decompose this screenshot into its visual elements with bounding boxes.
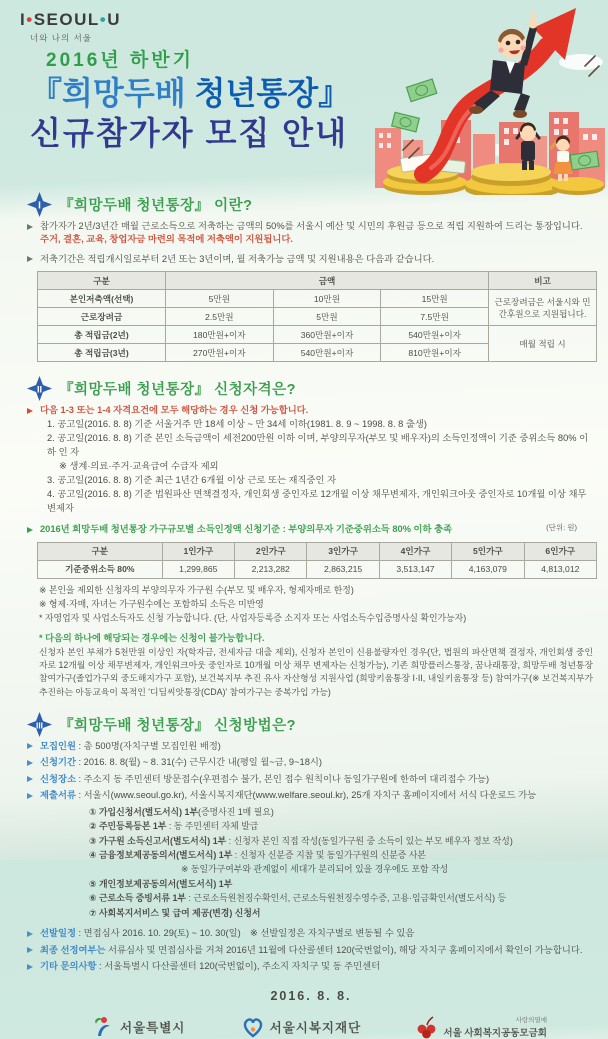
document-body [0,192,608,1039]
item-text: : 2016. 8. 8(월) ~ 8. 31(수) 근무시간 내(평일 월~금, 9~18시) [75,757,322,768]
logo-dot-teal: • [99,10,108,29]
logo-i: I [20,10,27,29]
fruit-of-love-logo-icon [416,1015,438,1039]
title-block [30,50,350,152]
cell: 7.5만원 [381,308,489,326]
title-account: 청년통장』 [194,75,351,112]
row-label: 총 적립금(3년) [38,344,166,362]
s1-p1-red: 주거, 결혼, 교육, 창업자금 마련의 목적에 저축액이 지원됩니다. [40,234,293,245]
section-1-title: 『희망두배 청년통장』 이란? [59,198,253,214]
table-row [38,290,597,308]
cell: 15만원 [381,290,489,308]
doc-name: ⑤ 개인정보제공동의서(별도서식) 1부 [89,878,233,889]
section-1-numeral: I [38,200,41,212]
apply-item-3 [27,773,595,786]
col-header: 4인가구 [379,542,451,560]
bigo-note-2: 매월 적립 시 [489,326,597,362]
doc-detail: : 신청자 신분증 지참 및 동일가구원의 신분증 사본 [232,849,426,860]
income-criteria-text: 2016년 희망두배 청년통장 가구규모별 소득인정액 신청기준 : 부양의무자 기준중위소득 80% 이하 충족 [40,524,453,535]
final-result-item [27,944,595,957]
seoul-city-logo-icon [91,1015,115,1039]
item-label: 선발일정 [40,928,76,939]
org-name: 서울시복지재단 [269,1020,362,1035]
cell: 2.5만원 [166,308,274,326]
section-1-star-icon [27,192,52,217]
doc-name: ① 가입신청서(별도서식) 1부 [89,806,199,817]
section-3-numeral: III [36,720,43,731]
doc-name: ② 주민등록등본 1부 [89,821,167,832]
unit-label: (단위: 원) [546,523,577,533]
item-label: 최종 선정여부는 [40,944,106,955]
page-title-line2: 신규참가자 모집 안내 [30,115,348,152]
apply-item-2 [27,756,595,769]
row-label: 근로장려금 [38,308,166,326]
section-3-star-icon [27,712,52,737]
cell: 3,513,147 [379,560,451,578]
qualification-4: 4. 공고일(2016. 8. 8) 기준 법원파산 면책결정자, 개인회생 중인자로 12개월 이상 채무변제자, 개인워크아웃 중인자로 10개월 이상 채무 변제자 [47,488,587,513]
s2-intro-text: 다음 1-3 또는 1-4 자격요건에 모두 해당하는 경우 신청 가능합니다. [40,405,309,416]
cell: 5만원 [166,290,274,308]
welfare-foundation-logo-icon [241,1015,265,1039]
income-table-notes [39,584,595,625]
col-header: 6인가구 [524,542,596,560]
col-header: 3인가구 [307,542,379,560]
col-header: 구분 [38,542,163,560]
cell: 5만원 [273,308,381,326]
income-criteria-heading [27,523,595,536]
section-2-header [27,376,595,401]
item-text: : 면접심사 2016. 10. 29(토) ~ 10. 30(일) ※ 선발일정은 자치구별로 변동될 수 있음 [75,928,415,939]
section-2-star-icon [27,376,52,401]
businessman-character [469,12,538,118]
table-row [38,542,597,560]
table-row [38,272,597,290]
pretitle: 2016년 하반기 [46,50,194,71]
s1-p1: 참가자가 2년/3년간 매월 근로소득으로 저축하는 금액의 50%를 서울시 예산 및 시민의 후원금 등으로 적립 지원하여 드리는 통장입니다. [40,221,583,231]
section-2-numeral: II [36,384,43,395]
banner-illustration [373,0,608,195]
org-name: 서울 사회복지공동모금회 [443,1027,547,1039]
doc-name: ③ 가구원 소득신고서(별도서식) 1부 [89,835,227,846]
required-documents-list [89,805,595,920]
section-3-header [27,712,595,737]
item-label: 모집인원 [40,740,76,751]
note-3: * 자영업자 및 사업소득자도 신청 가능합니다. (단, 사업자등록증 소지자 또는 사업소득수입증명사실 확인가능자) [39,612,467,623]
cell: 10만원 [273,290,381,308]
s1-bullet-1 [27,220,595,247]
doc-4-subnote: ※ 동일가구여부와 관계없이 세대가 분리되어 있을 경우에도 포함 작성 [181,864,449,875]
doc-item [89,906,595,920]
cell: 4,813,012 [524,560,596,578]
bigo-note-1: 근로장려금은 서울시와 민간후원으로 지원됩니다. [489,290,597,326]
cell: 2,863,215 [307,560,379,578]
doc-item [89,877,595,891]
s2-intro [27,404,595,417]
doc-name: ⑥ 근로소득 증빙서류 1부 [89,893,187,904]
qualification-3: 3. 공고일(2016. 8. 8) 기준 최근 1년간 6개월 이상 근로 또는 재직중인 자 [47,474,337,485]
item-text: : 주소지 동 주민센터 방문접수(우편접수 불가, 본인 접수 원칙이나 동일가구원에 한하여 대리접수 가능) [75,773,490,784]
cell: 360만원+이자 [273,326,381,344]
doc-item [89,805,595,819]
cell: 2,213,282 [234,560,306,578]
income-table [37,542,597,579]
section-1-header [27,192,595,217]
doc-detail: : 동 주민센터 자체 발급 [166,821,259,832]
contact-item [27,960,595,973]
cell: 810만원+이자 [381,344,489,362]
cell: 180만원+이자 [166,326,274,344]
section-3-title: 『희망두배 청년통장』 신청방법은? [59,717,297,734]
doc-item [89,848,595,862]
savings-table [37,271,597,362]
cell: 540만원+이자 [381,326,489,344]
table-row [38,560,597,578]
logo-u: U [107,10,121,29]
doc-item [89,819,595,833]
item-text: : 서울시(www.seoul.go.kr), 서울시복지재단(www.welfare.seoul.kr), 25개 자치구 홈페이지에서 서식 다운로드 가능 [75,790,537,801]
warning-body: 신청자 본인 부채가 5천만원 이상인 자(학자금, 전세자금 대출 제외), 신청자 본인이 신용불량자인 경우(단, 법원의 파산면책 결정자, 개인회생 중인 자로 12개월 이상 채무변제자, 개인워크아웃 중인자로 10개월 이상 채무 변제자는 신청가능), 기존 희망플러스통장, 꿈나래통장, 희망두배 청년통장 참여가구(졸업가구외 중도해지가구 포함), 보건복지부 추진 유사 자산형성 지원사업 (희망키움통장 I·II, 내일키움통장 등) 참여가구(※ 보건복지부가 추진하는 아동교육이 목적인 '디딤씨앗통장(CDA)' 참여가구는 중복가입 가능) [39,647,593,697]
item-label: 제출서류 [40,790,76,801]
cell: 4,163,079 [452,560,524,578]
qualification-2-note: ※ 생계·의료·주거·교육급여 수급자 제외 [59,460,219,471]
col-header-gubun: 구분 [38,272,166,290]
row-label: 총 적립금(2년) [38,326,166,344]
s2-qualifications [47,418,595,516]
table-row [38,326,597,344]
doc-name: ⑦ 사회복지서비스 및 급여 제공(변경) 신청서 [89,907,261,918]
col-header: 1인가구 [162,542,234,560]
org-small-label: 사랑의열매 [515,1016,547,1024]
s1-bullet-2 [27,253,595,266]
doc-detail: (증명사진 1매 필요) [198,806,274,817]
col-header: 2인가구 [234,542,306,560]
col-header-bigo: 비고 [489,272,597,290]
ineligibility-warning [39,632,593,699]
warning-title: * 다음의 하나에 해당되는 경우에는 신청이 불가능합니다. [39,633,265,644]
announcement-date: 2016. 8. 8. [270,988,352,1003]
doc-detail: : 근로소득원천징수확인서, 근로소득원천징수영수증, 고용·임금확인서(별도서식) 등 [186,893,507,904]
cell: 540만원+이자 [273,344,381,362]
iseoulu-logo-text [20,10,121,30]
logo-seoul: SEOUL [33,10,100,29]
item-label: 신청기간 [40,757,76,768]
cell: 270만원+이자 [166,344,274,362]
title-hope: 『희망두배 [30,75,195,112]
row-label: 본인저축액(선택) [38,290,166,308]
apply-item-1 [27,740,595,753]
doc-detail: : 신청자 본인 직접 작성(동일가구원 중 소득이 있는 부모 배우자 정보 작성) [226,835,513,846]
note-2: ※ 형제·자매, 자녀는 가구원수에는 포함하되 소득은 미반영 [39,598,264,609]
org-welfare-foundation [241,1015,362,1039]
section-2-title: 『희망두배 청년통장』 신청자격은? [59,382,297,399]
apply-item-4 [27,789,595,802]
s1-p2: 저축기간은 적립개시일로부터 2년 또는 3년이며, 월 저축가능 금액 및 지원내용은 다음과 같습니다. [40,253,435,264]
logo-dot-red: • [26,10,34,29]
item-text: 서류심사 및 면접심사를 거쳐 2016년 11월에 다산콜센터 120(국번없이), 해당 자치구 홈페이지에서 확인이 가능합니다. [105,944,583,955]
banner [0,0,608,192]
org-community-chest [416,1015,547,1039]
logo-subtitle: 너와 나의 서울 [30,33,92,43]
iseoulu-logo [20,10,121,44]
schedule-item [27,927,595,940]
org-seoul-city [91,1015,185,1039]
cell: 1,299,865 [162,560,234,578]
qualification-2: 2. 공고일(2016. 8. 8) 기준 본인 소득금액이 세전200만원 이하 이며, 부양의무자(부모 및 배우자)의 소득인정액이 기준 중위소득 80% 이하 인 자 [47,432,589,457]
page-title-line1 [30,76,350,112]
note-1: ※ 본인을 제외한 신청자의 부양의무자 가구원 수(부모 및 배우자, 형제자매로 한정) [39,584,354,595]
doc-item [89,891,595,905]
doc-item [89,834,595,848]
item-text: : 서울특별시 다산콜센터 120(국번없이), 주소지 자치구 및 동 주민센터 [96,961,381,972]
qualification-1: 1. 공고일(2016. 8. 8) 기준 서울거주 만 18세 이상 ~ 만 34세 이하(1981. 8. 9 ~ 1998. 8. 8 출생) [47,418,427,429]
org-name: 서울특별시 [120,1020,186,1035]
col-header: 5인가구 [452,542,524,560]
doc-name: ④ 금융정보제공동의서(별도서식) 1부 [89,849,233,860]
item-label: 기타 문의사항 [40,961,97,972]
item-text: : 총 500명(자치구별 모집인원 배정) [75,740,221,751]
footer-organizations [27,1015,595,1039]
row-label: 기준중위소득 80% [38,560,163,578]
col-header-amount: 금액 [166,272,489,290]
item-label: 신청장소 [40,773,76,784]
